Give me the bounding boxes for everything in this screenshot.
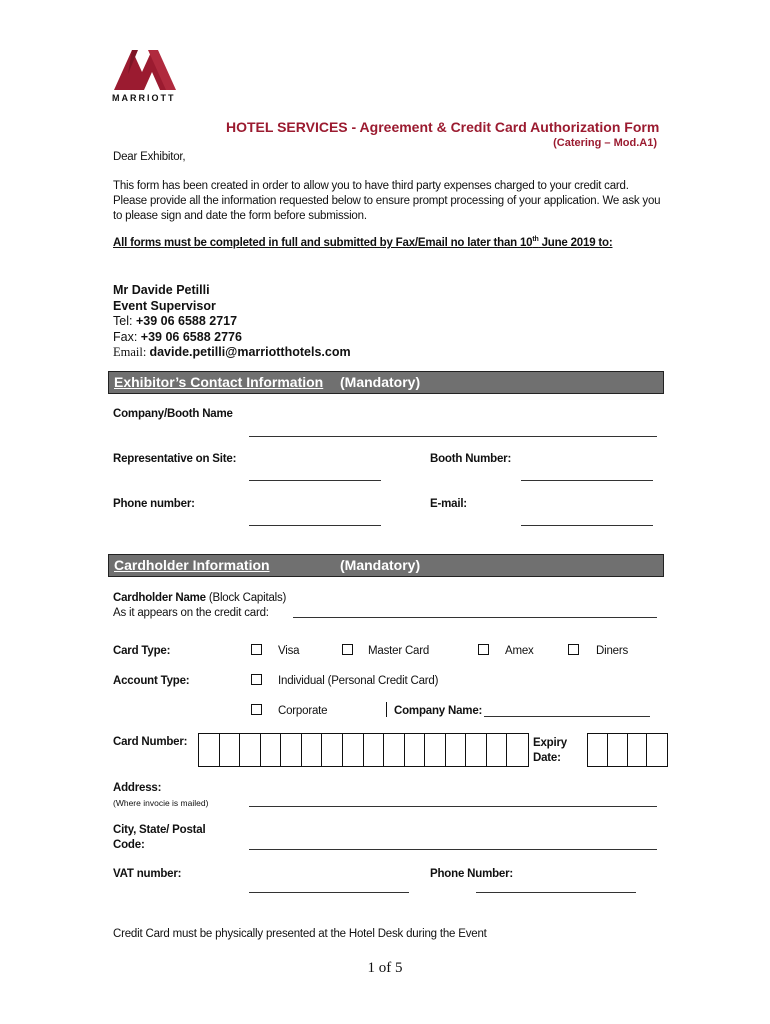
card-number-label: Card Number:: [113, 736, 188, 748]
company-name-label: Company Name:: [394, 705, 483, 717]
company-booth-field[interactable]: [249, 436, 657, 437]
representative-label: Representative on Site:: [113, 453, 237, 465]
address-field[interactable]: [249, 806, 657, 807]
phone-number-field[interactable]: [249, 525, 381, 526]
expiry-digit-cell[interactable]: [628, 734, 648, 766]
expiry-digit-cell[interactable]: [588, 734, 608, 766]
visa-checkbox[interactable]: [251, 644, 262, 655]
expiry-digit-cell[interactable]: [608, 734, 628, 766]
card-digit-cell[interactable]: [199, 734, 220, 766]
visa-option-label: Visa: [278, 645, 300, 657]
card-digit-cell[interactable]: [466, 734, 487, 766]
representative-field[interactable]: [249, 480, 381, 481]
greeting: Dear Exhibitor,: [113, 151, 186, 163]
cardholder-name-label: Cardholder Name (Block Capitals) As it appears on the credit card:: [113, 592, 287, 619]
contact-block: [113, 283, 351, 361]
individual-checkbox[interactable]: [251, 674, 262, 685]
card-digit-cell[interactable]: [322, 734, 343, 766]
card-digit-cell[interactable]: [281, 734, 302, 766]
page-number: 1 of 5: [367, 960, 403, 976]
mastercard-checkbox[interactable]: [342, 644, 353, 655]
expiry-date-grid[interactable]: [587, 733, 668, 767]
expiry-digit-cell[interactable]: [647, 734, 667, 766]
phone-number-label: Phone number:: [113, 498, 195, 510]
deadline-date: June 2019 to:: [538, 236, 613, 249]
deadline-superscript: th: [532, 236, 539, 243]
amex-checkbox[interactable]: [478, 644, 489, 655]
card-digit-cell[interactable]: [405, 734, 426, 766]
marriott-wordmark: MARRIOTT: [112, 93, 176, 103]
account-type-label: Account Type:: [113, 675, 190, 687]
form-subtitle: (Catering – Mod.A1): [553, 137, 657, 149]
individual-option-label: Individual (Personal Credit Card): [278, 675, 439, 687]
email-label: E-mail:: [430, 498, 467, 510]
card-digit-cell[interactable]: [240, 734, 261, 766]
booth-number-field[interactable]: [521, 480, 653, 481]
card-digit-cell[interactable]: [446, 734, 467, 766]
footer-note: Credit Card must be physically presented at the Hotel Desk during the Event: [113, 928, 487, 940]
corporate-checkbox[interactable]: [251, 704, 262, 715]
cardholder-phone-field[interactable]: [476, 892, 636, 893]
cardholder-phone-label: Phone Number:: [430, 868, 514, 880]
contact-name: Mr Davide Petilli: [113, 283, 210, 297]
amex-option-label: Amex: [505, 645, 534, 657]
section-cardholder-title: Cardholder Information: [114, 557, 270, 573]
intro-paragraph: This form has been created in order to allow you to have third party expenses charged to your credit card. Please provide all the information requested below to ensure prompt processing of your application. We ask you to please sign and date the form before submission.: [113, 180, 661, 222]
marriott-logo: [108, 44, 192, 104]
card-type-label: Card Type:: [113, 645, 171, 657]
card-digit-cell[interactable]: [425, 734, 446, 766]
form-title: HOTEL SERVICES - Agreement & Credit Card Authorization Form: [226, 119, 660, 135]
section-cardholder-header: [108, 554, 664, 577]
card-digit-cell[interactable]: [364, 734, 385, 766]
contact-role: Event Supervisor: [113, 298, 216, 313]
deadline-text: All forms must be completed in full and submitted by Fax/Email no later than 10: [113, 236, 533, 249]
email-field[interactable]: [521, 525, 653, 526]
card-number-grid[interactable]: [198, 733, 529, 767]
card-digit-cell[interactable]: [343, 734, 364, 766]
section-exhibitor-header: [108, 371, 664, 394]
card-digit-cell[interactable]: [384, 734, 405, 766]
cardholder-name-field[interactable]: [293, 617, 657, 618]
corporate-option-label: Corporate: [278, 705, 328, 717]
contact-fax: Fax: +39 06 6588 2776: [113, 329, 242, 344]
section-cardholder-mandatory: (Mandatory): [340, 557, 421, 573]
diners-checkbox[interactable]: [568, 644, 579, 655]
company-name-divider: [386, 702, 387, 717]
company-name-field[interactable]: [484, 716, 650, 717]
expiry-date-label: Expiry Date:: [533, 737, 567, 764]
city-postal-field[interactable]: [249, 849, 657, 850]
contact-tel: Tel: +39 06 6588 2717: [113, 314, 238, 328]
deadline-notice: [113, 236, 612, 249]
marriott-logo-mark: [108, 44, 192, 92]
card-digit-cell[interactable]: [220, 734, 241, 766]
diners-option-label: Diners: [596, 645, 629, 657]
card-digit-cell[interactable]: [487, 734, 508, 766]
address-hint: (Where invocie is mailed): [113, 798, 209, 808]
vat-number-label: VAT number:: [113, 868, 182, 880]
contact-email: Email: davide.petilli@marriotthotels.com: [113, 345, 351, 359]
card-digit-cell[interactable]: [302, 734, 323, 766]
vat-number-field[interactable]: [249, 892, 409, 893]
city-postal-label: City, State/ Postal Code:: [113, 824, 206, 851]
section-exhibitor-mandatory: (Mandatory): [340, 374, 421, 390]
section-exhibitor-title: Exhibitor’s Contact Information: [114, 374, 324, 390]
contact-email-link[interactable]: davide.petilli@marriotthotels.com: [149, 345, 351, 359]
company-booth-label: Company/Booth Name: [113, 408, 233, 420]
card-digit-cell[interactable]: [261, 734, 282, 766]
card-digit-cell[interactable]: [507, 734, 528, 766]
booth-number-label: Booth Number:: [430, 453, 512, 465]
address-label: Address:: [113, 782, 162, 794]
mastercard-option-label: Master Card: [368, 645, 430, 657]
